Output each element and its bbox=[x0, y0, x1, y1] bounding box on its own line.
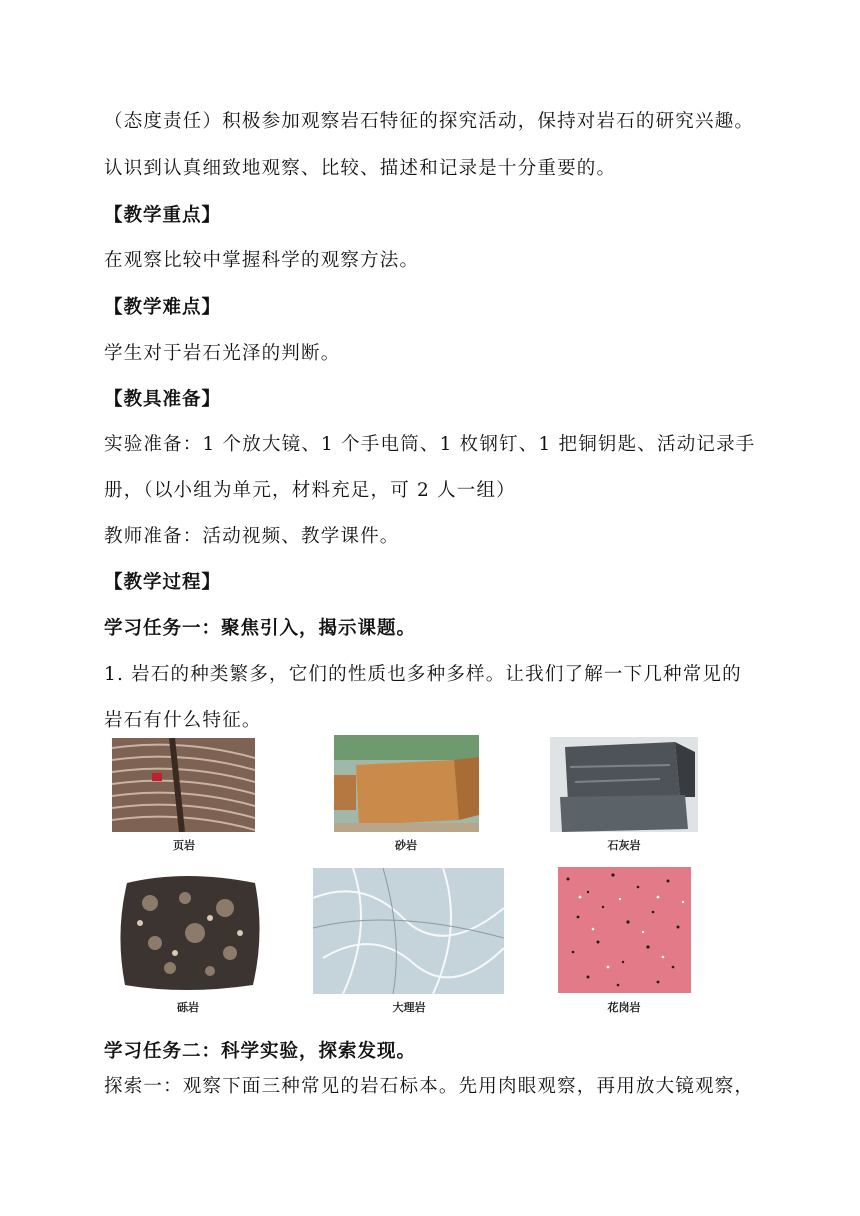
task1-text-2: 岩石有什么特征。 bbox=[104, 710, 262, 731]
shale-image bbox=[112, 738, 255, 832]
granite-caption: 花岗岩 bbox=[607, 1001, 641, 1014]
difficulties-heading: 【教学难点】 bbox=[104, 297, 222, 318]
sandstone-caption: 砂岩 bbox=[395, 839, 417, 852]
materials-text-1: 实验准备：1 个放大镜、1 个手电筒、1 枚钢钉、1 把铜钥匙、活动记录手 bbox=[104, 434, 756, 455]
attitude-line-1: （态度责任）积极参加观察岩石特征的探究活动，保持对岩石的研究兴趣。 bbox=[104, 111, 755, 132]
difficulties-text: 学生对于岩石光泽的判断。 bbox=[104, 343, 341, 364]
materials-heading: 【教具准备】 bbox=[104, 389, 222, 410]
sandstone-image bbox=[334, 735, 479, 832]
shale-caption: 页岩 bbox=[173, 839, 195, 852]
task1-heading: 学习任务一：聚焦引入，揭示课题。 bbox=[104, 618, 417, 639]
key-points-heading: 【教学重点】 bbox=[104, 205, 222, 226]
process-heading: 【教学过程】 bbox=[104, 572, 222, 593]
limestone-image bbox=[550, 737, 698, 832]
teacher-prep-text: 教师准备：活动视频、教学课件。 bbox=[104, 526, 400, 547]
conglomerate-image bbox=[115, 873, 263, 993]
marble-caption: 大理岩 bbox=[392, 1001, 426, 1014]
materials-text-2: 册，（以小组为单元，材料充足，可 2 人一组） bbox=[104, 480, 516, 501]
key-points-text: 在观察比较中掌握科学的观察方法。 bbox=[104, 250, 420, 271]
attitude-line-2: 认识到认真细致地观察、比较、描述和记录是十分重要的。 bbox=[104, 158, 617, 179]
task1-text-1: 1. 岩石的种类繁多，它们的性质也多种多样。让我们了解一下几种常见的 bbox=[104, 664, 742, 685]
limestone-caption: 石灰岩 bbox=[607, 839, 641, 852]
marble-image bbox=[313, 868, 504, 994]
granite-image bbox=[558, 867, 691, 993]
task2-heading: 学习任务二：科学实验，探索发现。 bbox=[104, 1041, 417, 1062]
explore-text: 探索一：观察下面三种常见的岩石标本。先用肉眼观察，再用放大镜观察， bbox=[104, 1076, 755, 1097]
conglomerate-caption: 砾岩 bbox=[177, 1001, 199, 1014]
